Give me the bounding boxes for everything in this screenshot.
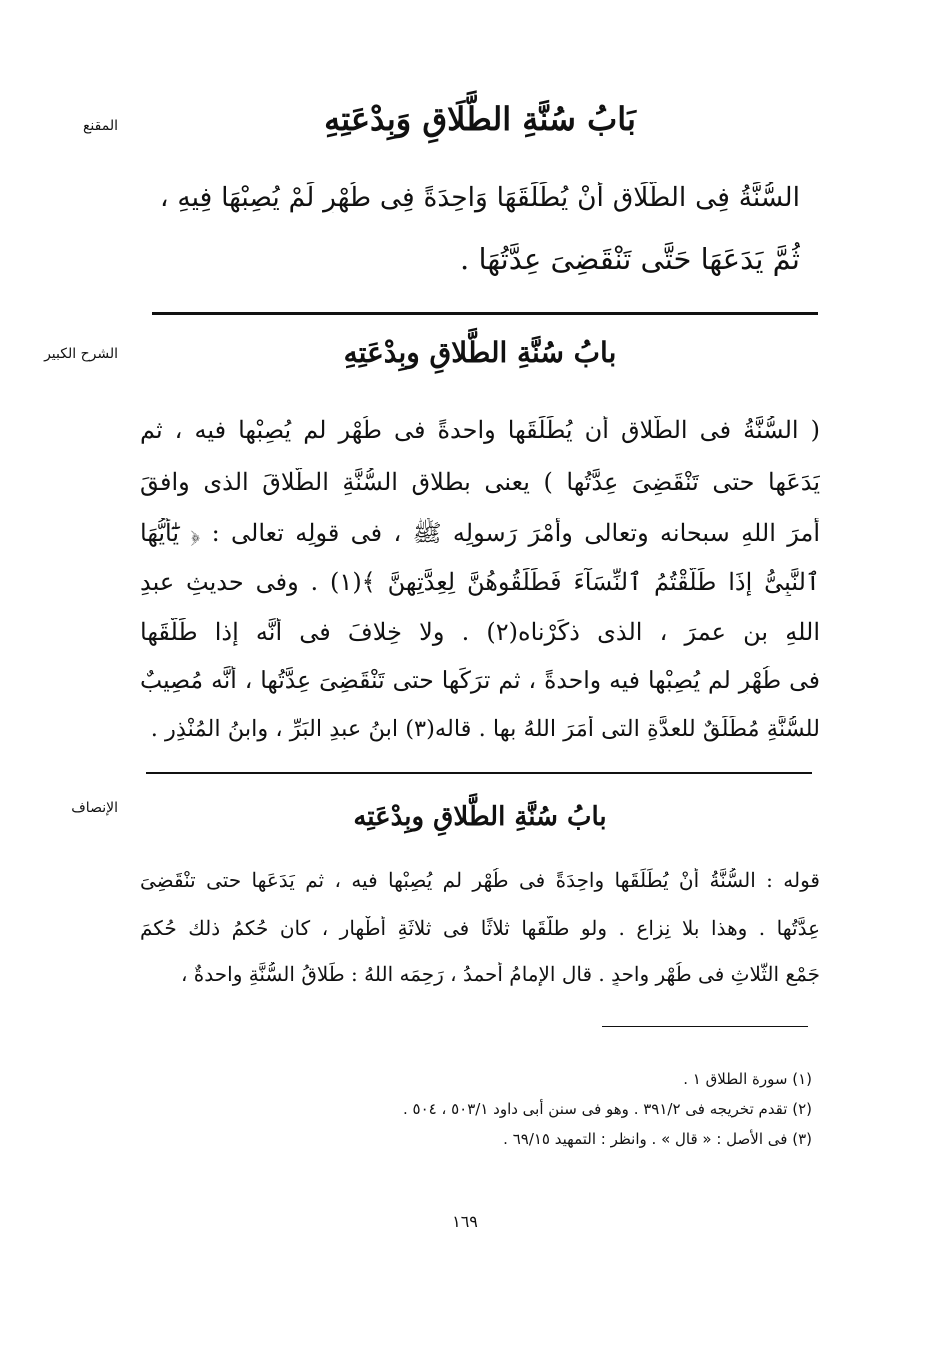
- section-label-muqni: المقنع: [82, 118, 118, 134]
- text-line: قوله : السُّنَّةُ أنْ يُطَلِّقَها واحِدَةً فى طُهْرٍ لم يُصِبْها فيه ، ثم يَدَعَها حتى تنْقَضِىَ: [140, 868, 820, 892]
- text-line: ( السُّنَّةُ فى الطَّلاقِ أن يُطَلِّقَها واحدةً فى طُهْرٍ لم يُصِبْها فيه ، ثم: [140, 416, 820, 444]
- text-line: جَمْعِ الثَّلاثِ فى طُهْرٍ واحدٍ . قال الإمامُ أحمدُ ، رَحِمَه اللهُ : طَلاقُ السُّنَّةِ واحدةٌ ،: [180, 962, 820, 986]
- text-line: السُّنَّةُ فِى الطَّلَاقِ أَنْ يُطَلِّقَهَا وَاحِدَةً فِى طُهْرٍ لَمْ يُصِبْهَا فِيهِ ،: [160, 182, 800, 213]
- section-label-sharh-kabir: الشرح الكبير: [44, 346, 118, 362]
- page-number: ١٦٩: [452, 1212, 478, 1231]
- text-line: ثُمَّ يَدَعَهَا حَتَّى تَنْقَضِىَ عِدَّتُهَا .: [460, 242, 800, 276]
- footnote-3: (٣) فى الأصل : « قال » . وانظر : التمهيد ٦٩/١٥ .: [503, 1130, 812, 1148]
- text-line: ٱلنَّبِىُّ إِذَا طَلَّقْتُمُ ٱلنِّسَآءَ فَطَلِّقُوهُنَّ لِعِدَّتِهِنَّ ﴾(١) . وفى حديثِ عبدِ: [140, 568, 820, 596]
- section-divider-thick: [152, 312, 818, 315]
- section-title-sharh-kabir: بابُ سُنَّةِ الطَّلاقِ وبِدْعَتِهِ: [343, 336, 617, 369]
- section-label-insaf: الإنصاف: [71, 800, 118, 816]
- text-line: عِدَّتُها . وهذا بلا نِزاعٍ . ولو طلَّقَها ثلاثًا فى ثلاثَةِ أطْهارٍ ، كان حُكمُ ذلك حُكمَ: [140, 916, 820, 940]
- section-title-muqni: بَابُ سُنَّةِ الطَّلَاقِ وَبِدْعَتِهِ: [324, 100, 636, 138]
- text-line: يَدَعَها حتى تَنْقَضِىَ عِدَّتُها ) يعنى بطلاقِ السُّنَّةِ الطَّلاقَ الذى وافقَ: [140, 468, 820, 496]
- section-divider-thin: [146, 772, 812, 774]
- footnote-2: (٢) تقدم تخريجه فى ٣٩١/٢ . وهو فى سنن أبى داود ٥٠٣/١ ، ٥٠٤ .: [402, 1100, 812, 1118]
- text-line: فى طُهْرٍ لم يُصِبْها فيه واحدةً ، ثم ترَكَها حتى تَنْقَضِىَ عِدَّتُها ، أنَّه مُصِيبٌ: [140, 666, 820, 694]
- footnote-separator: [602, 1026, 808, 1027]
- section-title-insaf: بابُ سُنَّةِ الطَّلاقِ وبِدْعَتِه: [353, 802, 607, 832]
- text-line: اللهِ بنِ عمرَ ، الذى ذكَرْناه(٢) . ولا خِلافَ فى أنَّه إذا طَلَّقَها: [140, 618, 820, 646]
- footnote-1: (١) سورة الطلاق ١ .: [683, 1070, 812, 1088]
- text-line: للسُّنَّةِ مُطَلِّقٌ للعدَّةِ التى أمَرَ اللهُ بها . قاله(٣) ابنُ عبدِ البَرِّ ، وابنُ المُنْذِرِ .: [150, 716, 820, 742]
- text-line: أمرَ اللهِ سبحانه وتعالى وأمْرَ رَسولِه ﷺ ، فى قولِه تعالى : ﴿ يَٰٓأَيُّهَا: [140, 519, 820, 547]
